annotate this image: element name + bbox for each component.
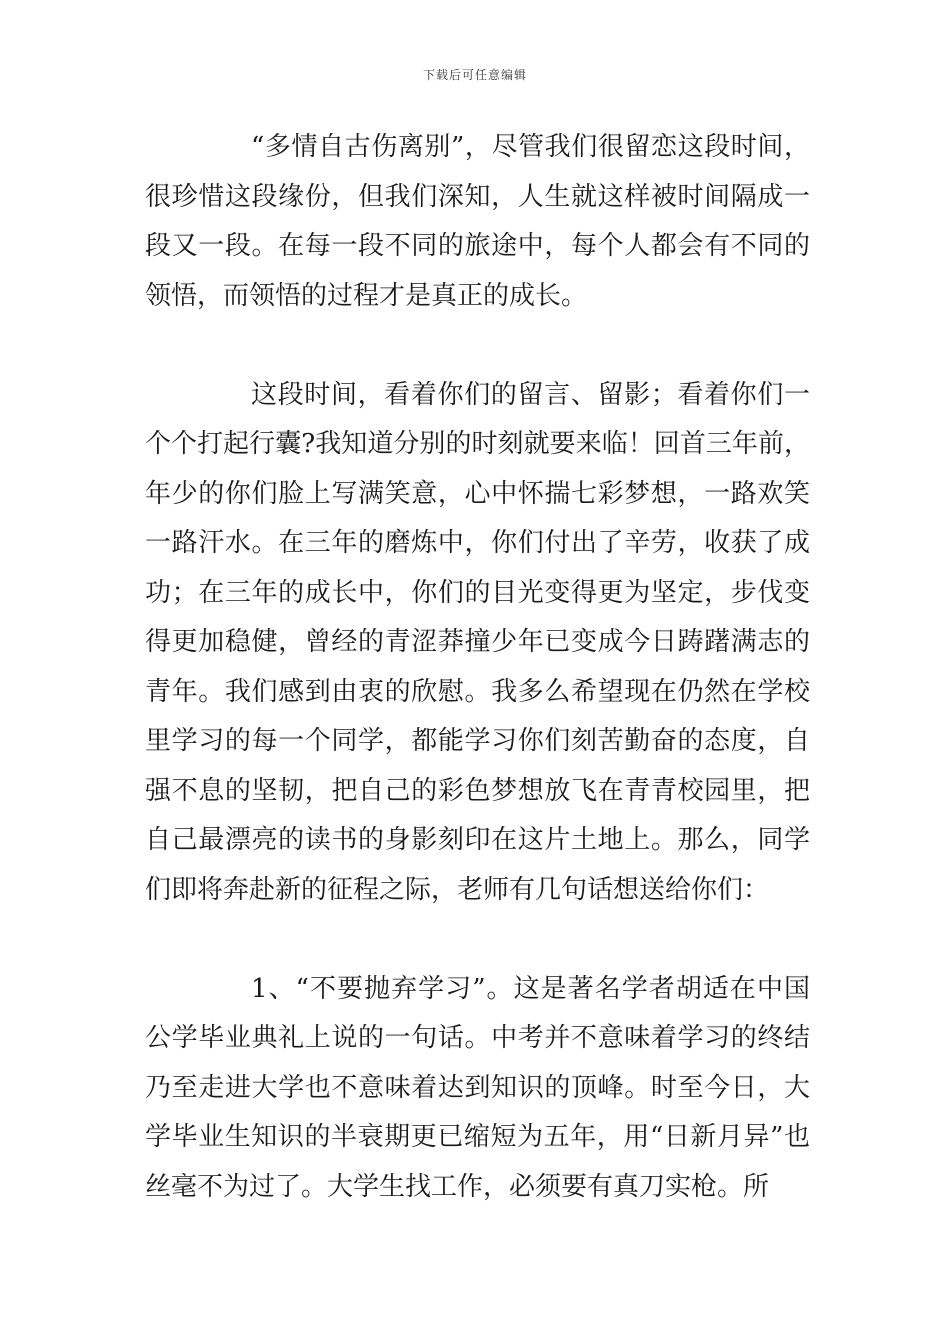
document-body [145,123,810,1212]
paragraph-gap [145,321,810,371]
paragraph-reflection: 这段时间，看着你们的留言、留影；看着你们一个个打起行囊?我知道分别的时刻就要来临！回首三年前，年少的你们脸上写满笑意，心中怀揣七彩梦想，一路欢笑一路汗水。在三年的磨炼中，你们付出了辛劳，收获了成功；在三年的成长中，你们的目光变得更为坚定，步伐变得更加稳健，曾经的青涩莽撞少年已变成今日踌躇满志的青年。我们感到由衷的欣慰。我多么希望现在仍然在学校里学习的每一个同学，都能学习你们刻苦勤奋的态度，自强不息的坚韧，把自己的彩色梦想放飞在青青校园里，把自己最漂亮的读书的身影刻印在这片土地上。那么，同学们即将奔赴新的征程之际，老师有几句话想送给你们： [145,379,810,905]
paragraph-farewell: “多情自古伤离别”，尽管我们很留恋这段时间，很珍惜这段缘份，但我们深知，人生就这样被时间隔成一段又一段。在每一段不同的旅途中，每个人都会有不同的领悟，而领悟的过程才是真正的成长。 [145,132,810,311]
paragraph-gap [145,915,810,965]
paragraph-advice-1: 1、“不要抛弃学习”。这是著名学者胡适在中国公学毕业典礼上说的一句话。中考并不意味着学习的终结乃至走进大学也不意味着达到知识的顶峰。时至今日，大学毕业生知识的半衰期更已缩短为五年，用“日新月异”也丝毫不为过了。大学生找工作，必须要有真刀实枪。所 [145,973,810,1202]
header-note: 下载后可任意编辑 [422,68,527,82]
